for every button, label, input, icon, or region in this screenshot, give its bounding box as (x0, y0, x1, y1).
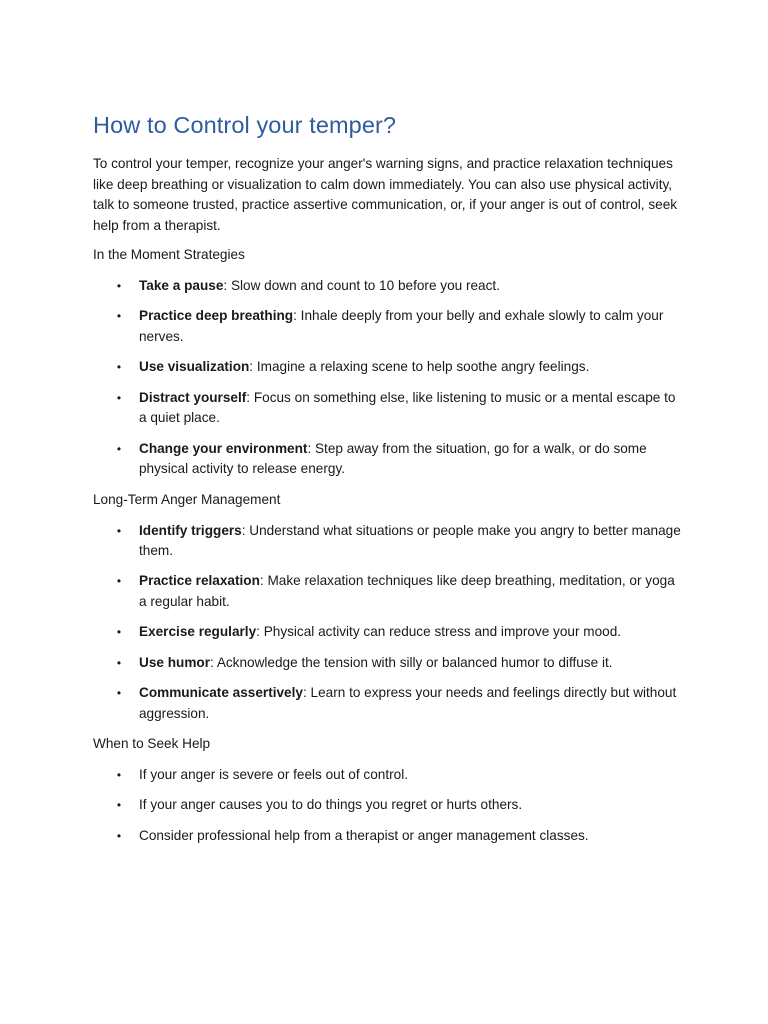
item-text: Consider professional help from a therapist or anger management classes. (139, 827, 589, 843)
bullet-icon: • (116, 390, 122, 405)
item-term: Practice deep breathing (139, 308, 294, 324)
bullet-list (93, 276, 683, 480)
section-heading: In the Moment Strategies (93, 247, 245, 263)
list-item (93, 276, 683, 297)
list-item (93, 571, 683, 612)
bullet-list (93, 765, 683, 846)
bullet-icon: • (116, 574, 122, 589)
item-term: Take a pause (139, 277, 224, 293)
item-text: : Inhale deeply from your belly and exhale slowly to calm your nerves. (139, 308, 664, 344)
list-item (93, 439, 683, 480)
list-item (93, 521, 683, 562)
bullet-list (93, 521, 683, 725)
item-text: : Step away from the situation, go for a walk, or do some physical activity to release energy. (139, 440, 647, 477)
bullet-icon: • (116, 523, 122, 538)
bullet-icon: • (116, 360, 122, 375)
item-text: : Learn to express your needs and feelings directly but without aggression. (139, 685, 677, 721)
list-item (93, 357, 683, 378)
item-text: If your anger is severe or feels out of control. (139, 767, 408, 783)
item-term: Practice relaxation (139, 573, 260, 589)
bullet-icon: • (116, 309, 122, 324)
item-text: : Imagine a relaxing scene to help soothe angry feelings. (249, 359, 590, 375)
list-item (93, 683, 683, 724)
item-text: : Physical activity can reduce stress and improve your mood. (256, 624, 622, 640)
list-item (93, 388, 683, 429)
item-term: Change your environment (139, 440, 308, 456)
intro-paragraph: To control your temper, recognize your anger's warning signs, and practice relaxation techniques like deep breathing or visualization to calm down immediately. You can also use physical activity, talk to someone trusted, practice assertive communication, or, if your anger is out of control, seek help from a therapist. (93, 156, 678, 233)
section-heading: When to Seek Help (93, 736, 211, 752)
item-term: Identify triggers (139, 522, 242, 538)
item-text: : Understand what situations or people make you angry to better manage them. (139, 522, 681, 559)
item-term: Distract yourself (139, 389, 247, 405)
document-page (93, 108, 683, 856)
list-item (93, 622, 683, 643)
list-item (93, 306, 683, 347)
list-item (93, 826, 683, 847)
item-text: : Acknowledge the tension with silly or balanced humor to diffuse it. (210, 654, 613, 670)
bullet-icon: • (116, 828, 122, 843)
section-long-term (93, 490, 683, 725)
section-when-to-seek-help (93, 734, 683, 846)
section-heading: Long-Term Anger Management (93, 491, 281, 507)
bullet-icon: • (116, 625, 122, 640)
item-term: Communicate assertively (139, 685, 303, 701)
bullet-icon: • (116, 441, 122, 456)
item-term: Exercise regularly (139, 624, 257, 640)
item-text: : Slow down and count to 10 before you react. (223, 277, 500, 293)
item-text: : Focus on something else, like listening to music or a mental escape to a quiet place. (139, 389, 676, 426)
bullet-icon: • (116, 655, 122, 670)
list-item (93, 765, 683, 786)
list-item (93, 795, 683, 816)
bullet-icon: • (116, 686, 122, 701)
bullet-icon: • (116, 278, 122, 293)
bullet-icon: • (116, 768, 122, 783)
item-text: : Make relaxation techniques like deep breathing, meditation, or yoga a regular habit. (139, 573, 675, 610)
item-term: Use humor (139, 654, 211, 670)
document-title: How to Control your temper? (93, 112, 397, 138)
bullet-icon: • (116, 798, 122, 813)
item-term: Use visualization (139, 359, 250, 375)
item-text: If your anger causes you to do things you regret or hurts others. (139, 797, 523, 813)
section-in-the-moment (93, 245, 683, 480)
list-item (93, 653, 683, 674)
